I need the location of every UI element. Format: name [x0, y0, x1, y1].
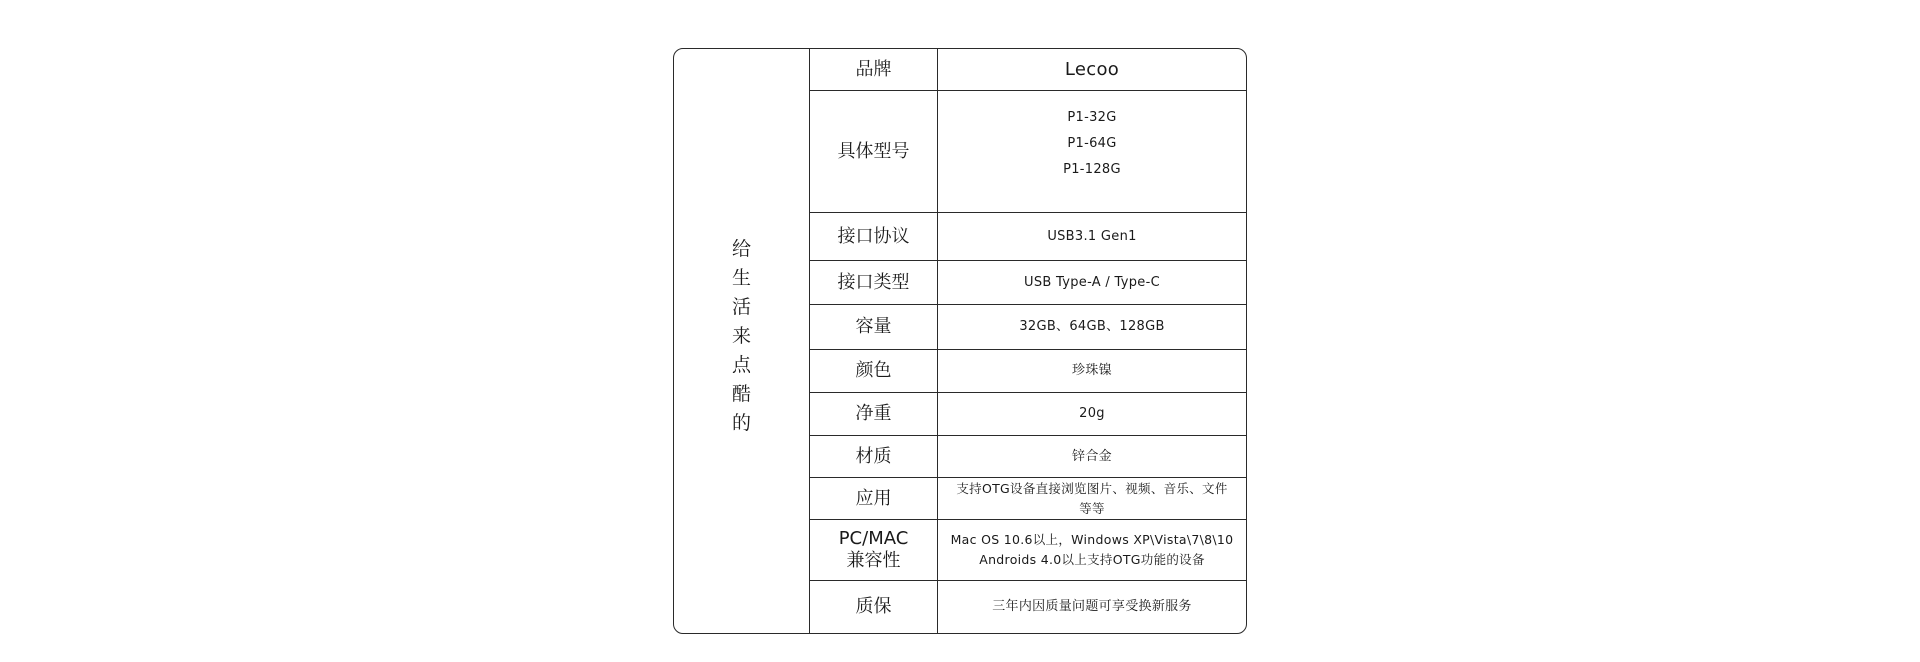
side-title-char: 给 — [731, 237, 751, 260]
spec-value — [938, 478, 1246, 519]
side-title-char: 的 — [731, 411, 751, 434]
spec-label: 颜色 — [810, 350, 938, 392]
spec-value — [938, 49, 1246, 90]
spec-value-line: 等等 — [1079, 500, 1105, 516]
spec-value-line: 20g — [1079, 406, 1105, 421]
side-title-char: 酷 — [731, 382, 751, 405]
spec-value-line: 珍珠镍 — [1072, 363, 1112, 378]
spec-value-line: 三年内因质量问题可享受换新服务 — [992, 599, 1192, 614]
side-panel — [674, 49, 810, 633]
spec-value — [938, 581, 1246, 633]
spec-row-protocol — [810, 213, 1246, 261]
spec-label-line: 兼容性 — [846, 550, 901, 571]
side-title-char: 活 — [731, 295, 751, 318]
spec-value — [938, 393, 1246, 435]
spec-value — [938, 91, 1246, 212]
spec-label: 材质 — [810, 436, 938, 477]
spec-value-line: Androids 4.0以上支持OTG功能的设备 — [979, 552, 1205, 567]
spec-label-lines — [839, 528, 909, 572]
spec-value-line: 支持OTG设备直接浏览图片、视频、音乐、文件 — [956, 480, 1228, 496]
spec-row-application — [810, 478, 1246, 520]
spec-label: 净重 — [810, 393, 938, 435]
spec-label: 容量 — [810, 305, 938, 349]
spec-value-line: 32GB、64GB、128GB — [1019, 319, 1165, 334]
spec-value-line: P1-128G — [1063, 161, 1121, 177]
spec-label: 应用 — [810, 478, 938, 519]
spec-value-line: Lecoo — [1064, 58, 1120, 80]
spec-row-models — [810, 91, 1246, 213]
spec-label: 接口类型 — [810, 261, 938, 304]
side-title-char: 来 — [731, 324, 751, 347]
spec-value — [938, 213, 1246, 260]
side-title-char: 生 — [731, 266, 751, 289]
spec-value-line: P1-64G — [1067, 135, 1117, 151]
spec-value — [938, 261, 1246, 304]
spec-label: 具体型号 — [810, 91, 938, 212]
spec-value-line: P1-32G — [1067, 109, 1117, 125]
spec-value — [938, 436, 1246, 477]
spec-value — [938, 520, 1246, 580]
spec-label: 品牌 — [810, 49, 938, 90]
spec-label: 质保 — [810, 581, 938, 633]
spec-row-warranty — [810, 581, 1246, 633]
spec-table — [810, 49, 1246, 633]
side-title — [732, 235, 751, 438]
spec-value-line: 锌合金 — [1072, 448, 1112, 464]
side-title-char: 点 — [731, 353, 751, 376]
spec-value-line: USB Type-A / Type-C — [1024, 274, 1160, 290]
spec-row-interface-type — [810, 261, 1246, 305]
spec-label: 接口协议 — [810, 213, 938, 260]
spec-value-line: Mac OS 10.6以上，Windows XP\Vista\7\8\10 — [950, 532, 1234, 547]
spec-row-compatibility — [810, 520, 1246, 581]
spec-row-material — [810, 436, 1246, 478]
spec-row-brand — [810, 49, 1246, 91]
spec-label-line: PC/MAC — [838, 528, 909, 549]
spec-card — [673, 48, 1247, 634]
spec-row-color — [810, 350, 1246, 393]
spec-value-line: USB3.1 Gen1 — [1047, 228, 1137, 244]
spec-row-weight — [810, 393, 1246, 436]
spec-value — [938, 350, 1246, 392]
spec-label — [810, 520, 938, 580]
spec-value — [938, 305, 1246, 349]
spec-row-capacity — [810, 305, 1246, 350]
